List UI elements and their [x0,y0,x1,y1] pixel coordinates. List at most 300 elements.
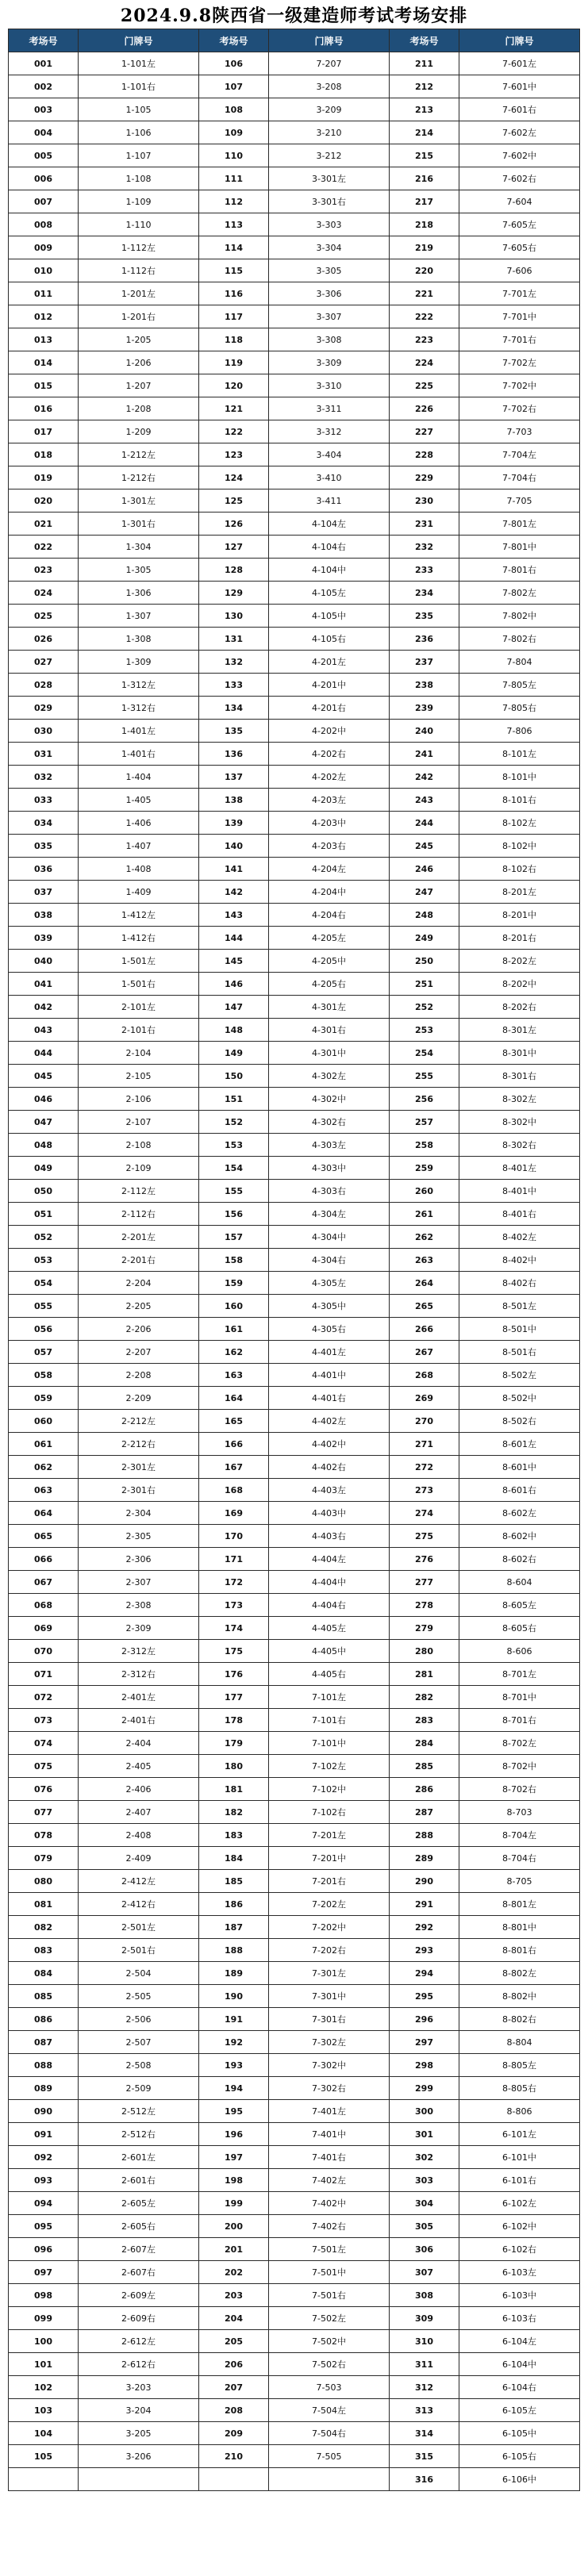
room-no-cell: 044 [9,1042,79,1065]
room-no-cell: 240 [390,720,459,743]
door-no-cell: 1-105 [79,98,199,121]
room-no-cell: 029 [9,697,79,720]
door-no-cell: 7-505 [269,2445,390,2468]
table-row [9,1617,580,1640]
empty-cell [269,2468,390,2491]
door-no-cell: 3-303 [269,213,390,236]
room-no-cell: 120 [199,374,269,397]
room-no-cell: 231 [390,513,459,536]
room-no-cell: 017 [9,420,79,443]
table-row [9,2445,580,2468]
empty-cell [9,2468,79,2491]
door-no-cell: 2-401左 [79,1686,199,1709]
room-no-cell: 244 [390,812,459,835]
room-no-cell: 241 [390,743,459,766]
room-no-cell: 250 [390,950,459,973]
room-no-cell: 112 [199,190,269,213]
room-no-cell: 245 [390,835,459,858]
room-no-cell: 304 [390,2192,459,2215]
table-row [9,1916,580,1939]
door-no-cell: 4-402中 [269,1433,390,1456]
table-row [9,1456,580,1479]
room-no-cell: 261 [390,1203,459,1226]
table-row [9,282,580,305]
room-no-cell: 065 [9,1525,79,1548]
door-no-cell: 8-101右 [459,789,580,812]
room-no-cell: 132 [199,651,269,674]
room-no-cell: 022 [9,536,79,559]
door-no-cell: 3-301右 [269,190,390,213]
table-row [9,2238,580,2261]
door-no-cell: 7-502左 [269,2307,390,2330]
door-no-cell: 8-501左 [459,1295,580,1318]
room-no-cell: 071 [9,1663,79,1686]
room-no-cell: 217 [390,190,459,213]
table-row [9,2008,580,2031]
door-no-cell: 8-402右 [459,1272,580,1295]
door-no-cell: 3-212 [269,144,390,167]
table-row [9,443,580,466]
room-no-cell: 008 [9,213,79,236]
table-row [9,1502,580,1525]
door-no-cell: 3-206 [79,2445,199,2468]
door-no-cell: 8-606 [459,1640,580,1663]
door-no-cell: 4-302右 [269,1111,390,1134]
door-no-cell: 4-301左 [269,996,390,1019]
room-no-cell: 221 [390,282,459,305]
door-no-cell: 3-301左 [269,167,390,190]
table-row [9,1272,580,1295]
room-no-cell: 028 [9,674,79,697]
table-row [9,766,580,789]
door-no-cell: 7-202左 [269,1893,390,1916]
door-no-cell: 8-702中 [459,1755,580,1778]
table-row [9,213,580,236]
door-no-cell: 8-805右 [459,2077,580,2100]
room-no-cell: 099 [9,2307,79,2330]
table-row [9,1548,580,1571]
table-row [9,167,580,190]
table-row [9,605,580,628]
door-no-cell: 7-602中 [459,144,580,167]
room-no-cell: 109 [199,121,269,144]
header-door-no-3: 门牌号 [459,29,580,52]
room-no-cell: 189 [199,1962,269,1985]
table-row [9,121,580,144]
room-no-cell: 060 [9,1410,79,1433]
table-row [9,1318,580,1341]
room-no-cell: 178 [199,1709,269,1732]
room-no-cell: 059 [9,1387,79,1410]
room-no-cell: 125 [199,489,269,513]
door-no-cell: 8-804 [459,2031,580,2054]
door-no-cell: 7-501右 [269,2284,390,2307]
door-no-cell: 2-209 [79,1387,199,1410]
header-room-no-3: 考场号 [390,29,459,52]
table-row [9,1962,580,1985]
door-no-cell: 8-301左 [459,1019,580,1042]
room-no-cell: 043 [9,1019,79,1042]
door-no-cell: 7-806 [459,720,580,743]
door-no-cell: 1-409 [79,881,199,904]
room-no-cell: 052 [9,1226,79,1249]
room-no-cell: 007 [9,190,79,213]
table-row [9,904,580,927]
room-no-cell: 036 [9,858,79,881]
door-no-cell: 1-308 [79,628,199,651]
door-no-cell: 7-402左 [269,2169,390,2192]
table-row [9,1870,580,1893]
room-no-cell: 081 [9,1893,79,1916]
room-no-cell: 200 [199,2215,269,2238]
door-no-cell: 2-207 [79,1341,199,1364]
table-row [9,1893,580,1916]
table-row [9,144,580,167]
table-row [9,950,580,973]
door-no-cell: 1-401左 [79,720,199,743]
door-no-cell: 4-105左 [269,582,390,605]
door-no-cell: 8-502中 [459,1387,580,1410]
room-no-cell: 088 [9,2054,79,2077]
header-room-no-2: 考场号 [199,29,269,52]
door-no-cell: 4-402右 [269,1456,390,1479]
door-no-cell: 8-301右 [459,1065,580,1088]
room-no-cell: 197 [199,2146,269,2169]
table-row [9,328,580,351]
room-no-cell: 144 [199,927,269,950]
door-no-cell: 7-202中 [269,1916,390,1939]
door-no-cell: 7-805左 [459,674,580,697]
door-no-cell: 8-202右 [459,996,580,1019]
room-no-cell: 289 [390,1847,459,1870]
door-no-cell: 4-303右 [269,1180,390,1203]
door-no-cell: 1-201右 [79,305,199,328]
room-no-cell: 134 [199,697,269,720]
door-no-cell: 1-108 [79,167,199,190]
table-row [9,1042,580,1065]
room-no-cell: 045 [9,1065,79,1088]
table-row [9,2330,580,2353]
table-row [9,789,580,812]
door-no-cell: 7-401左 [269,2100,390,2123]
door-no-cell: 1-407 [79,835,199,858]
door-no-cell: 2-105 [79,1065,199,1088]
room-no-cell: 034 [9,812,79,835]
room-no-cell: 192 [199,2031,269,2054]
door-no-cell: 7-801中 [459,536,580,559]
room-no-cell: 175 [199,1640,269,1663]
room-no-cell: 298 [390,2054,459,2077]
door-no-cell: 3-309 [269,351,390,374]
table-row [9,720,580,743]
room-no-cell: 296 [390,2008,459,2031]
door-no-cell: 1-306 [79,582,199,605]
room-no-cell: 238 [390,674,459,697]
room-no-cell: 038 [9,904,79,927]
room-no-cell: 216 [390,167,459,190]
room-no-cell: 142 [199,881,269,904]
room-no-cell: 080 [9,1870,79,1893]
room-no-cell: 260 [390,1180,459,1203]
door-no-cell: 2-501右 [79,1939,199,1962]
room-no-cell: 003 [9,98,79,121]
room-no-cell: 020 [9,489,79,513]
room-no-cell: 239 [390,697,459,720]
door-no-cell: 8-801左 [459,1893,580,1916]
room-no-cell: 131 [199,628,269,651]
door-no-cell: 8-601左 [459,1433,580,1456]
door-no-cell: 1-307 [79,605,199,628]
door-no-cell: 7-701中 [459,305,580,328]
room-no-cell: 141 [199,858,269,881]
door-no-cell: 2-607左 [79,2238,199,2261]
door-no-cell: 8-302右 [459,1134,580,1157]
door-no-cell: 7-602右 [459,167,580,190]
room-no-cell: 049 [9,1157,79,1180]
room-no-cell: 287 [390,1801,459,1824]
door-no-cell: 4-105右 [269,628,390,651]
door-no-cell: 1-312左 [79,674,199,697]
room-no-cell: 258 [390,1134,459,1157]
door-no-cell: 7-605右 [459,236,580,259]
room-no-cell: 030 [9,720,79,743]
room-no-cell: 126 [199,513,269,536]
door-no-cell: 7-802左 [459,582,580,605]
door-no-cell: 4-104左 [269,513,390,536]
room-no-cell: 283 [390,1709,459,1732]
table-row [9,305,580,328]
room-no-cell: 016 [9,397,79,420]
room-no-cell: 170 [199,1525,269,1548]
door-no-cell: 6-104右 [459,2376,580,2399]
door-no-cell: 3-210 [269,121,390,144]
room-no-cell: 310 [390,2330,459,2353]
door-no-cell: 4-401中 [269,1364,390,1387]
room-no-cell: 210 [199,2445,269,2468]
door-no-cell: 7-802中 [459,605,580,628]
table-row [9,973,580,996]
door-no-cell: 2-112右 [79,1203,199,1226]
door-no-cell: 4-401左 [269,1341,390,1364]
room-no-cell: 135 [199,720,269,743]
door-no-cell: 4-301中 [269,1042,390,1065]
room-no-cell: 097 [9,2261,79,2284]
room-no-cell: 157 [199,1226,269,1249]
door-no-cell: 1-101右 [79,75,199,98]
door-no-cell: 4-304右 [269,1249,390,1272]
door-no-cell: 1-401右 [79,743,199,766]
table-row [9,1410,580,1433]
table-row [9,1525,580,1548]
door-no-cell: 7-602左 [459,121,580,144]
table-row [9,2192,580,2215]
room-no-cell: 292 [390,1916,459,1939]
room-no-cell: 074 [9,1732,79,1755]
room-no-cell: 129 [199,582,269,605]
room-no-cell: 169 [199,1502,269,1525]
table-row [9,1571,580,1594]
door-no-cell: 1-109 [79,190,199,213]
room-no-cell: 187 [199,1916,269,1939]
room-no-cell: 246 [390,858,459,881]
door-no-cell: 3-208 [269,75,390,98]
room-no-cell: 257 [390,1111,459,1134]
door-no-cell: 4-302左 [269,1065,390,1088]
door-no-cell: 2-506 [79,2008,199,2031]
room-no-cell: 146 [199,973,269,996]
room-no-cell: 293 [390,1939,459,1962]
door-no-cell: 2-108 [79,1134,199,1157]
room-no-cell: 031 [9,743,79,766]
table-row [9,1203,580,1226]
table-row [9,743,580,766]
door-no-cell: 8-703 [459,1801,580,1824]
room-no-cell: 232 [390,536,459,559]
table-row [9,98,580,121]
door-no-cell: 2-405 [79,1755,199,1778]
door-no-cell: 8-302中 [459,1111,580,1134]
door-no-cell: 7-301左 [269,1962,390,1985]
door-no-cell: 3-203 [79,2376,199,2399]
room-no-cell: 230 [390,489,459,513]
door-no-cell: 8-102左 [459,812,580,835]
table-row [9,236,580,259]
door-no-cell: 3-404 [269,443,390,466]
door-no-cell: 4-405右 [269,1663,390,1686]
room-no-cell: 010 [9,259,79,282]
door-no-cell: 8-802左 [459,1962,580,1985]
table-row [9,2146,580,2169]
table-row [9,1111,580,1134]
room-no-cell: 215 [390,144,459,167]
door-no-cell: 4-305左 [269,1272,390,1295]
door-no-cell: 2-612右 [79,2353,199,2376]
room-no-cell: 104 [9,2422,79,2445]
door-no-cell: 6-102右 [459,2238,580,2261]
door-no-cell: 1-301左 [79,489,199,513]
room-no-cell: 101 [9,2353,79,2376]
room-no-cell: 302 [390,2146,459,2169]
room-no-cell: 130 [199,605,269,628]
room-no-cell: 118 [199,328,269,351]
room-no-cell: 075 [9,1755,79,1778]
door-no-cell: 4-404中 [269,1571,390,1594]
door-no-cell: 2-408 [79,1824,199,1847]
door-no-cell: 8-401右 [459,1203,580,1226]
door-no-cell: 7-201中 [269,1847,390,1870]
room-no-cell: 145 [199,950,269,973]
door-no-cell: 6-104中 [459,2353,580,2376]
room-no-cell: 243 [390,789,459,812]
room-no-cell: 264 [390,1272,459,1295]
room-no-cell: 054 [9,1272,79,1295]
room-no-cell: 219 [390,236,459,259]
room-no-cell: 177 [199,1686,269,1709]
room-no-cell: 184 [199,1847,269,1870]
room-no-cell: 159 [199,1272,269,1295]
door-no-cell: 8-605右 [459,1617,580,1640]
door-no-cell: 1-405 [79,789,199,812]
table-row [9,697,580,720]
door-no-cell: 1-110 [79,213,199,236]
empty-cell [79,2468,199,2491]
door-no-cell: 2-612左 [79,2330,199,2353]
door-no-cell: 4-205中 [269,950,390,973]
door-no-cell: 6-101中 [459,2146,580,2169]
room-no-cell: 254 [390,1042,459,1065]
door-no-cell: 2-305 [79,1525,199,1548]
room-no-cell: 196 [199,2123,269,2146]
door-no-cell: 8-201左 [459,881,580,904]
room-no-cell: 133 [199,674,269,697]
room-no-cell: 039 [9,927,79,950]
table-row [9,582,580,605]
room-no-cell: 061 [9,1433,79,1456]
door-no-cell: 2-107 [79,1111,199,1134]
door-no-cell: 2-412右 [79,1893,199,1916]
table-row [9,2123,580,2146]
door-no-cell: 4-303左 [269,1134,390,1157]
table-row [9,75,580,98]
room-no-cell: 048 [9,1134,79,1157]
door-no-cell: 3-410 [269,466,390,489]
door-no-cell: 8-705 [459,1870,580,1893]
room-no-cell: 226 [390,397,459,420]
room-no-cell: 279 [390,1617,459,1640]
room-no-cell: 100 [9,2330,79,2353]
door-no-cell: 1-412左 [79,904,199,927]
room-no-cell: 224 [390,351,459,374]
room-no-cell: 198 [199,2169,269,2192]
table-row [9,1732,580,1755]
header-room-no-1: 考场号 [9,29,79,52]
room-no-cell: 227 [390,420,459,443]
door-no-cell: 2-609左 [79,2284,199,2307]
door-no-cell: 3-308 [269,328,390,351]
door-no-cell: 2-409 [79,1847,199,1870]
room-no-cell: 288 [390,1824,459,1847]
door-no-cell: 4-203左 [269,789,390,812]
door-no-cell: 8-201中 [459,904,580,927]
door-no-cell: 7-302右 [269,2077,390,2100]
door-no-cell: 8-101左 [459,743,580,766]
room-no-cell: 066 [9,1548,79,1571]
table-row [9,536,580,559]
door-no-cell: 8-805左 [459,2054,580,2077]
table-row [9,1686,580,1709]
table-row [9,1249,580,1272]
room-no-cell: 002 [9,75,79,98]
room-no-cell: 107 [199,75,269,98]
room-no-cell: 190 [199,1985,269,2008]
door-no-cell: 3-411 [269,489,390,513]
door-no-cell: 2-212左 [79,1410,199,1433]
room-no-cell: 174 [199,1617,269,1640]
room-no-cell: 152 [199,1111,269,1134]
door-no-cell: 1-201左 [79,282,199,305]
room-no-cell: 176 [199,1663,269,1686]
room-no-cell: 188 [199,1939,269,1962]
table-row [9,881,580,904]
door-no-cell: 1-406 [79,812,199,835]
door-no-cell: 1-408 [79,858,199,881]
door-no-cell: 4-404右 [269,1594,390,1617]
room-no-cell: 127 [199,536,269,559]
door-no-cell: 8-501右 [459,1341,580,1364]
table-row [9,1180,580,1203]
table-row [9,1847,580,1870]
room-no-cell: 051 [9,1203,79,1226]
